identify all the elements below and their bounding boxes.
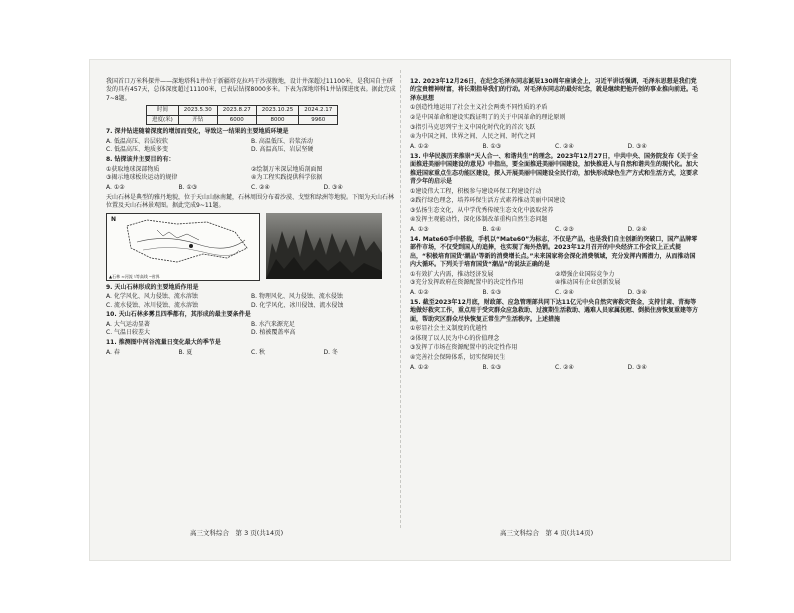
option: A. ①② xyxy=(410,142,429,150)
drilling-progress-table xyxy=(146,105,338,125)
table-cell: 进度(米) xyxy=(147,115,179,124)
option: C. 低温高压、地质多变 xyxy=(106,146,169,154)
option: C. ②④ xyxy=(555,363,574,371)
table-cell: 9960 xyxy=(299,115,338,124)
option: C. ②④ xyxy=(555,142,574,150)
option: D. 高温高压、岩层坚硬 xyxy=(251,146,314,154)
option: A. ①② xyxy=(410,363,429,371)
table-header-cell: 2023.8.27 xyxy=(217,106,256,115)
statement: ①创造性地运用了社会主义社会两类不同性质的矛盾 xyxy=(410,104,548,112)
statement: ②践行绿色理念，培养环保生活方式素养推动美丽中国建设 xyxy=(410,197,566,205)
page-footer-left: 高三文科综合 第 3 页(共14页) xyxy=(190,529,284,537)
option: A. 低温高压、岩层较软 xyxy=(106,137,168,145)
right-column xyxy=(410,78,700,374)
question-10-options xyxy=(106,321,396,338)
question-7: 7. 深井钻进随着深度的增加而变化，导致这一结果的主要地质环境是 xyxy=(106,128,289,136)
option: C. ②④ xyxy=(251,183,270,191)
statement: ①建设伟大工程，积极参与建设环保工程建设行动 xyxy=(410,187,542,195)
statement: ④发挥主观能动性，深化体制改革重构自然生态问题 xyxy=(410,216,548,224)
left-column xyxy=(106,78,396,359)
question-9-options xyxy=(106,293,396,310)
statement: ④为工程实践提供科学依据 xyxy=(251,173,323,181)
table-header-cell: 时间 xyxy=(147,106,179,115)
option: A. ①② xyxy=(410,288,429,296)
location-map xyxy=(106,213,260,281)
question-14-options xyxy=(410,289,700,297)
figures-row xyxy=(106,213,396,281)
option: A. ①③ xyxy=(410,225,429,233)
table-header-cell: 2024.2.17 xyxy=(299,106,338,115)
option: C. ②④ xyxy=(555,288,574,296)
statement: ③揭示地球板块运动的规律 xyxy=(106,173,178,181)
option: A. ①② xyxy=(106,183,125,191)
statement: ③指引马克思列宁主义中国化时代化的首次飞跃 xyxy=(410,123,536,131)
table-header-cell: 2023.10.25 xyxy=(256,106,299,115)
intro-passage: 我国首口万米科探井——深地塔科1井位于新疆塔克拉玛干沙漠腹地，设计井深超过11100米，是我国自主研发的具有457天，总体深度超过11100米，已表层钻探8000多米。下表为深地塔科1井钻探进度表。据此完成7~8题。 xyxy=(106,78,396,102)
option: B. ①③ xyxy=(482,363,502,371)
question-12-options xyxy=(410,143,700,151)
statement: ④推动国有企业创新发展 xyxy=(555,279,621,286)
statement: ④完善社会保障体系，切实保障民生 xyxy=(410,354,506,361)
option: C. 流水侵蚀、冰川侵蚀、流水溶蚀 xyxy=(106,301,199,309)
stone-forest-photo xyxy=(266,213,382,279)
photo-drawing xyxy=(266,213,382,279)
intro-passage-2: 天山石林是典型的雅丹地貌，位于天山山脉南麓，石林周围分布着沙漠、戈壁和绿洲等地貌。下图为天山石林位置及天山石林景观图。据此完成9~11题。 xyxy=(106,193,395,210)
table-cell: 8000 xyxy=(256,115,299,124)
option: D. ③④ xyxy=(627,363,647,371)
option: A. 化学风化、风力侵蚀、流水溶蚀 xyxy=(106,293,198,301)
question-11-options xyxy=(106,349,396,357)
option: C. 气温日较差大 xyxy=(106,329,151,337)
option: B. 物理风化、风力侵蚀、流水侵蚀 xyxy=(251,293,343,301)
question-13-options xyxy=(410,226,700,234)
question-8-statements xyxy=(106,166,396,183)
table-cell: 6000 xyxy=(217,115,256,124)
statement: ③充分发挥政府在资源配置中的决定性作用 xyxy=(410,279,524,286)
question-10: 10. 天山石林多雾且四季都有，其形成的最主要条件是 xyxy=(106,311,251,319)
option: D. ③④ xyxy=(627,288,647,296)
option: B. 夏 xyxy=(178,348,193,356)
question-9: 9. 天山石林形成的主要地质作用是 xyxy=(106,283,199,291)
option: D. ③④ xyxy=(627,142,647,150)
table-header-cell: 2023.5.30 xyxy=(178,106,217,115)
option: B. ①④ xyxy=(482,225,502,233)
option: D. ②④ xyxy=(627,225,647,233)
option: B. 高温低压、岩浆活动 xyxy=(251,137,313,145)
question-14-statements xyxy=(410,271,700,288)
option: B. 水汽来源充足 xyxy=(251,321,295,329)
option: D. ③④ xyxy=(323,183,343,191)
statement: ④为中国之间、世界之间、人民之间、时代之问 xyxy=(410,133,536,141)
question-11: 11. 推测图中河谷流量日变化最大的季节是 xyxy=(106,339,221,347)
statement: ②体现了以人民为中心的价值理念 xyxy=(410,334,500,342)
question-15: 15. 截至2023年12月底，财政部、应急管理部共同下达11亿元中央自然灾害救灾资金，支持甘肃、青海等地做好救灾工作，重点用于受灾群众应急救助、过渡期生活救助、遇难人员家属抚慰、倒损住房恢复重建等方面，帮助灾区群众尽快恢复正常生产生活秩序。上述措施 xyxy=(410,298,699,323)
option: C. 秋 xyxy=(251,348,266,356)
page-footer-right: 高三文科综合 第 4 页(共14页) xyxy=(500,529,594,537)
map-drawing xyxy=(107,214,259,280)
column-divider xyxy=(400,70,401,528)
map-legend: ▲石林 ≈河流 ⌇等高线 ─省界 xyxy=(109,273,160,279)
statement: ③弘扬生态文化，从中学优秀传统生态文化中汲取营养 xyxy=(410,206,554,214)
option: A. 大气运动显著 xyxy=(106,321,150,329)
option: D. 化学风化、冰川侵蚀、流水侵蚀 xyxy=(251,301,344,309)
option: B. ①③ xyxy=(178,183,198,191)
statement: ①有效扩大内需，推动经济发展 xyxy=(410,270,494,278)
question-13: 13. 中华民族历来推崇“天人合一、和谐共生”的理念。2023年12月27日，中共中央、国务院发布《关于全面推进美丽中国建设的意见》中指出，要全面推进美丽中国建设，加快推进人与自然和谐共生的现代化。加大推进国家重点生态功能区建设，探入开展美丽中国建设全民行动，加快形成绿色生产方式和生活方式，这要求青少年的启示是 xyxy=(410,152,699,185)
statement: ①获取地球深部物质 xyxy=(106,165,160,173)
table-cell: 开钻 xyxy=(178,115,217,124)
question-12: 12. 2023年12月26日，在纪念毛泽东同志诞辰130周年座谈会上，习近平讲话强调，毛泽东思想是我们党的宝贵精神财富，将长期指导我们的行动。对毛泽东同志的最好纪念，就是继续把他开创的事业推向前进。毛泽东思想 xyxy=(410,78,699,102)
statement: ①彰显社会主义制度的优越性 xyxy=(410,325,488,333)
question-8: 8. 钻探该井主要目的有： xyxy=(106,155,175,163)
question-7-options xyxy=(106,138,396,155)
statement: ③发挥了市场在资源配置中的决定性作用 xyxy=(410,344,518,352)
option: D. 冬 xyxy=(323,348,338,356)
option: A. 春 xyxy=(106,348,120,356)
option: C. ②③ xyxy=(555,225,574,233)
question-14: 14. Mate60手中搭载，手机以“Mate60”为标志，不仅是产品，也是我们自主创新的突破口，国产品牌零部件市场，不仅受到国人的追捧，也实现了海外热销。2023年12月召开的中央经济工作会议上正式提出，“积极培育国货‘潮品’等新的消费增长点。”未来国家将会深化消费领域，充分发挥内需潜力，从而推动国内大循环。下列关于培育国货“潮品”的说法正确的是 xyxy=(410,235,698,268)
option: B. ①③ xyxy=(482,288,502,296)
option: B. ①③ xyxy=(482,142,502,150)
statement: ②绘制万米深层地质剖面图 xyxy=(251,165,323,173)
statement: ②是中国革命和建设实践证明了的关于中国革命的理论原则 xyxy=(410,114,566,121)
option: D. 植被覆盖率高 xyxy=(251,329,296,337)
question-15-options xyxy=(410,364,700,372)
question-8-options xyxy=(106,184,396,192)
north-arrow-label: N xyxy=(111,215,117,223)
statement: ②增强企业国际竞争力 xyxy=(555,270,615,278)
